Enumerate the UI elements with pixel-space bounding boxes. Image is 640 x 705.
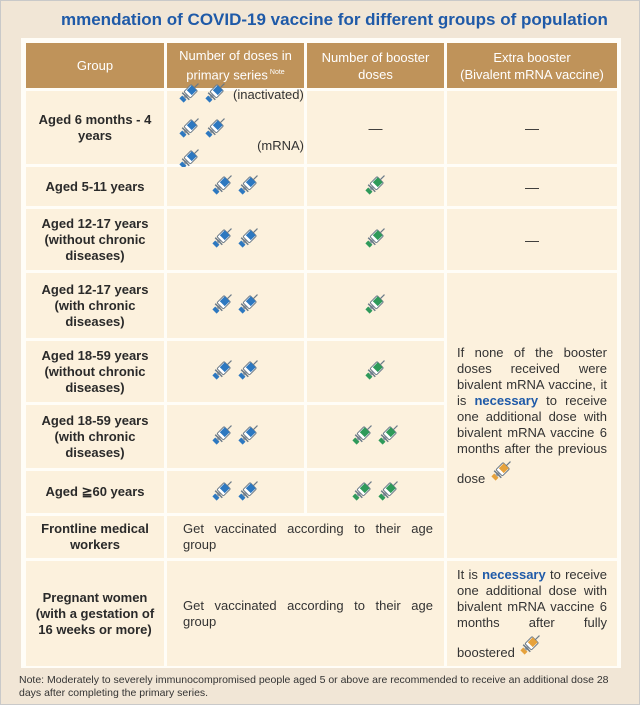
primary-cell-12-17-chronic xyxy=(167,273,304,338)
syringe-group-primary xyxy=(210,356,262,387)
primary-cell-18-59-chronic xyxy=(167,405,304,468)
syringe-group-primary xyxy=(210,224,262,255)
group-label-line: Aged 5-11 years xyxy=(45,178,145,194)
group-label-line: Pregnant women xyxy=(42,589,148,605)
group-cell-60-plus xyxy=(26,471,164,513)
syringe-group-booster xyxy=(363,171,389,202)
group-cell-frontline xyxy=(26,516,164,558)
header-extra-line2: (Bivalent mRNA vaccine) xyxy=(460,66,604,82)
extra-dash: — xyxy=(525,231,539,248)
syringe-icon xyxy=(210,224,236,255)
syringe-icon xyxy=(489,457,515,487)
extra-dash: — xyxy=(525,119,539,136)
group-label-line: workers xyxy=(70,537,120,552)
necessary-highlight: necessary xyxy=(482,566,546,582)
syringe-group-booster xyxy=(363,224,389,255)
booster-cell-5-11 xyxy=(307,167,444,206)
primary-cell-60-plus xyxy=(167,471,304,513)
extra-merged-post: to receive one additional dose with bivalent mRNA vaccine 6 months after the previous dose xyxy=(457,392,607,486)
extra-pregnant-post: to receive one additional dose with bivalent mRNA vaccine 6 months after fully boostered xyxy=(457,566,607,660)
group-cell-12-17-chronic xyxy=(26,273,164,338)
header-booster-line2: doses xyxy=(358,66,393,82)
group-label-line: (with chronic xyxy=(54,428,136,444)
age-group-cell-pregnant xyxy=(167,561,444,666)
extra-cell-12-17-no-chronic xyxy=(447,209,617,270)
syringe-icon xyxy=(210,477,236,508)
page-title: mmendation of COVID-19 vaccine for different groups of population xyxy=(61,10,608,29)
syringe-group-booster xyxy=(363,290,389,321)
group-label-line: diseases) xyxy=(65,313,125,329)
syringe-icon xyxy=(210,356,236,387)
syringe-icon xyxy=(236,477,262,508)
booster-dash: — xyxy=(368,119,383,136)
vaccine-table xyxy=(21,38,621,668)
syringe-icon xyxy=(518,631,544,661)
syringe-icon xyxy=(203,79,229,110)
syringe-group-primary xyxy=(210,290,262,321)
group-label-line: (with chronic xyxy=(54,297,136,313)
inactivated-label: (inactivated) xyxy=(233,87,304,102)
primary-cell-12-17-no-chronic xyxy=(167,209,304,270)
extra-cell-merged xyxy=(447,273,617,558)
extra-pregnant-pre: It is xyxy=(457,566,478,582)
group-label-line: Aged ≧60 years xyxy=(45,484,145,499)
extra-dash: — xyxy=(525,178,539,195)
header-extra-line1: Extra booster xyxy=(493,49,571,65)
syringe-icon xyxy=(177,114,203,145)
header-primary-line1: Number of doses in xyxy=(179,48,292,64)
extra-pregnant-text xyxy=(457,567,607,661)
header-primary-note: Note xyxy=(269,69,285,77)
header-booster-line1: Number of booster xyxy=(321,49,430,65)
header-group xyxy=(26,43,164,88)
extra-cell-5-11 xyxy=(447,167,617,206)
syringe-icon xyxy=(210,290,236,321)
group-label-line: 16 weeks or more) xyxy=(38,621,152,637)
group-label-line: diseases) xyxy=(65,444,125,460)
syringe-icon xyxy=(203,114,229,145)
group-cell-5-11 xyxy=(26,167,164,206)
syringe-icon xyxy=(363,224,389,255)
booster-cell-6m-4y xyxy=(307,91,444,164)
group-label-line: Aged 18-59 years xyxy=(41,412,149,428)
syringe-icon xyxy=(236,290,262,321)
group-cell-18-59-no-chronic xyxy=(26,341,164,402)
syringe-icon xyxy=(376,421,402,452)
age-group-text: Get vaccinated according to their age group xyxy=(183,521,433,552)
syringe-icon xyxy=(350,477,376,508)
booster-cell-60-plus xyxy=(307,471,444,513)
group-cell-6m-4y xyxy=(26,91,164,164)
extra-merged-text xyxy=(457,345,607,487)
footnote: Note: Moderately to severely immunocompromised people aged 5 or above are recommended to receive an additional dose 28 days after completing the primary series. xyxy=(19,674,609,699)
syringe-icon xyxy=(177,79,203,110)
group-label-line: diseases) xyxy=(65,379,125,395)
header-extra xyxy=(447,43,617,88)
header-group-label: Group xyxy=(76,58,114,73)
group-label-line: (without chronic xyxy=(44,231,146,247)
syringe-group-primary xyxy=(210,477,262,508)
group-label-line: Aged 12-17 years xyxy=(41,281,149,297)
syringe-icon xyxy=(210,171,236,202)
necessary-highlight: necessary xyxy=(474,392,539,408)
group-cell-12-17-no-chronic xyxy=(26,209,164,270)
group-label-line: Aged 6 months - 4 xyxy=(38,111,152,127)
syringe-icon xyxy=(236,421,262,452)
syringe-icon xyxy=(363,171,389,202)
group-label-line: diseases) xyxy=(65,247,125,263)
header-booster xyxy=(307,43,444,88)
primary-cell-18-59-no-chronic xyxy=(167,341,304,402)
syringe-group-extra xyxy=(489,471,515,486)
extra-cell-6m-4y xyxy=(447,91,617,164)
syringe-group-booster xyxy=(363,356,389,387)
primary-cell-5-11 xyxy=(167,167,304,206)
syringe-icon xyxy=(363,290,389,321)
syringe-group-booster xyxy=(350,477,402,508)
syringe-icon xyxy=(236,171,262,202)
syringe-group-primary xyxy=(210,171,262,202)
syringe-group-primary xyxy=(210,421,262,452)
syringe-icon xyxy=(376,477,402,508)
syringe-icon xyxy=(236,356,262,387)
group-label-line: Aged 12-17 years xyxy=(41,215,149,231)
group-label-line: (with a gestation of xyxy=(35,605,155,621)
booster-cell-12-17-chronic xyxy=(307,273,444,338)
syringe-icon xyxy=(210,421,236,452)
extra-cell-pregnant xyxy=(447,561,617,666)
group-label-line: (without chronic xyxy=(44,363,146,379)
primary-cell-6m-4y xyxy=(167,87,304,164)
group-label-line: years xyxy=(78,127,112,143)
syringe-group-inactivated xyxy=(177,79,229,110)
booster-cell-18-59-chronic xyxy=(307,405,444,468)
extra-merged-pre: If none of the booster doses received were bivalent mRNA vaccine, it is xyxy=(457,344,607,408)
booster-cell-18-59-no-chronic xyxy=(307,341,444,402)
syringe-icon xyxy=(350,421,376,452)
group-label-line: Frontline medical xyxy=(41,521,149,536)
header-primary-line2: primary series xyxy=(186,67,268,83)
syringe-icon xyxy=(363,356,389,387)
group-label-line: Aged 18-59 years xyxy=(41,347,149,363)
group-cell-pregnant xyxy=(26,561,164,666)
syringe-group-booster xyxy=(350,421,402,452)
group-cell-18-59-chronic xyxy=(26,405,164,468)
booster-cell-12-17-no-chronic xyxy=(307,209,444,270)
syringe-icon xyxy=(236,224,262,255)
primary-inactivated-row xyxy=(177,79,304,110)
mrna-label: (mRNA) xyxy=(257,137,304,153)
syringe-group-extra xyxy=(518,645,544,660)
age-group-text: Get vaccinated according to their age group xyxy=(183,597,433,629)
age-group-cell-frontline xyxy=(167,516,444,558)
